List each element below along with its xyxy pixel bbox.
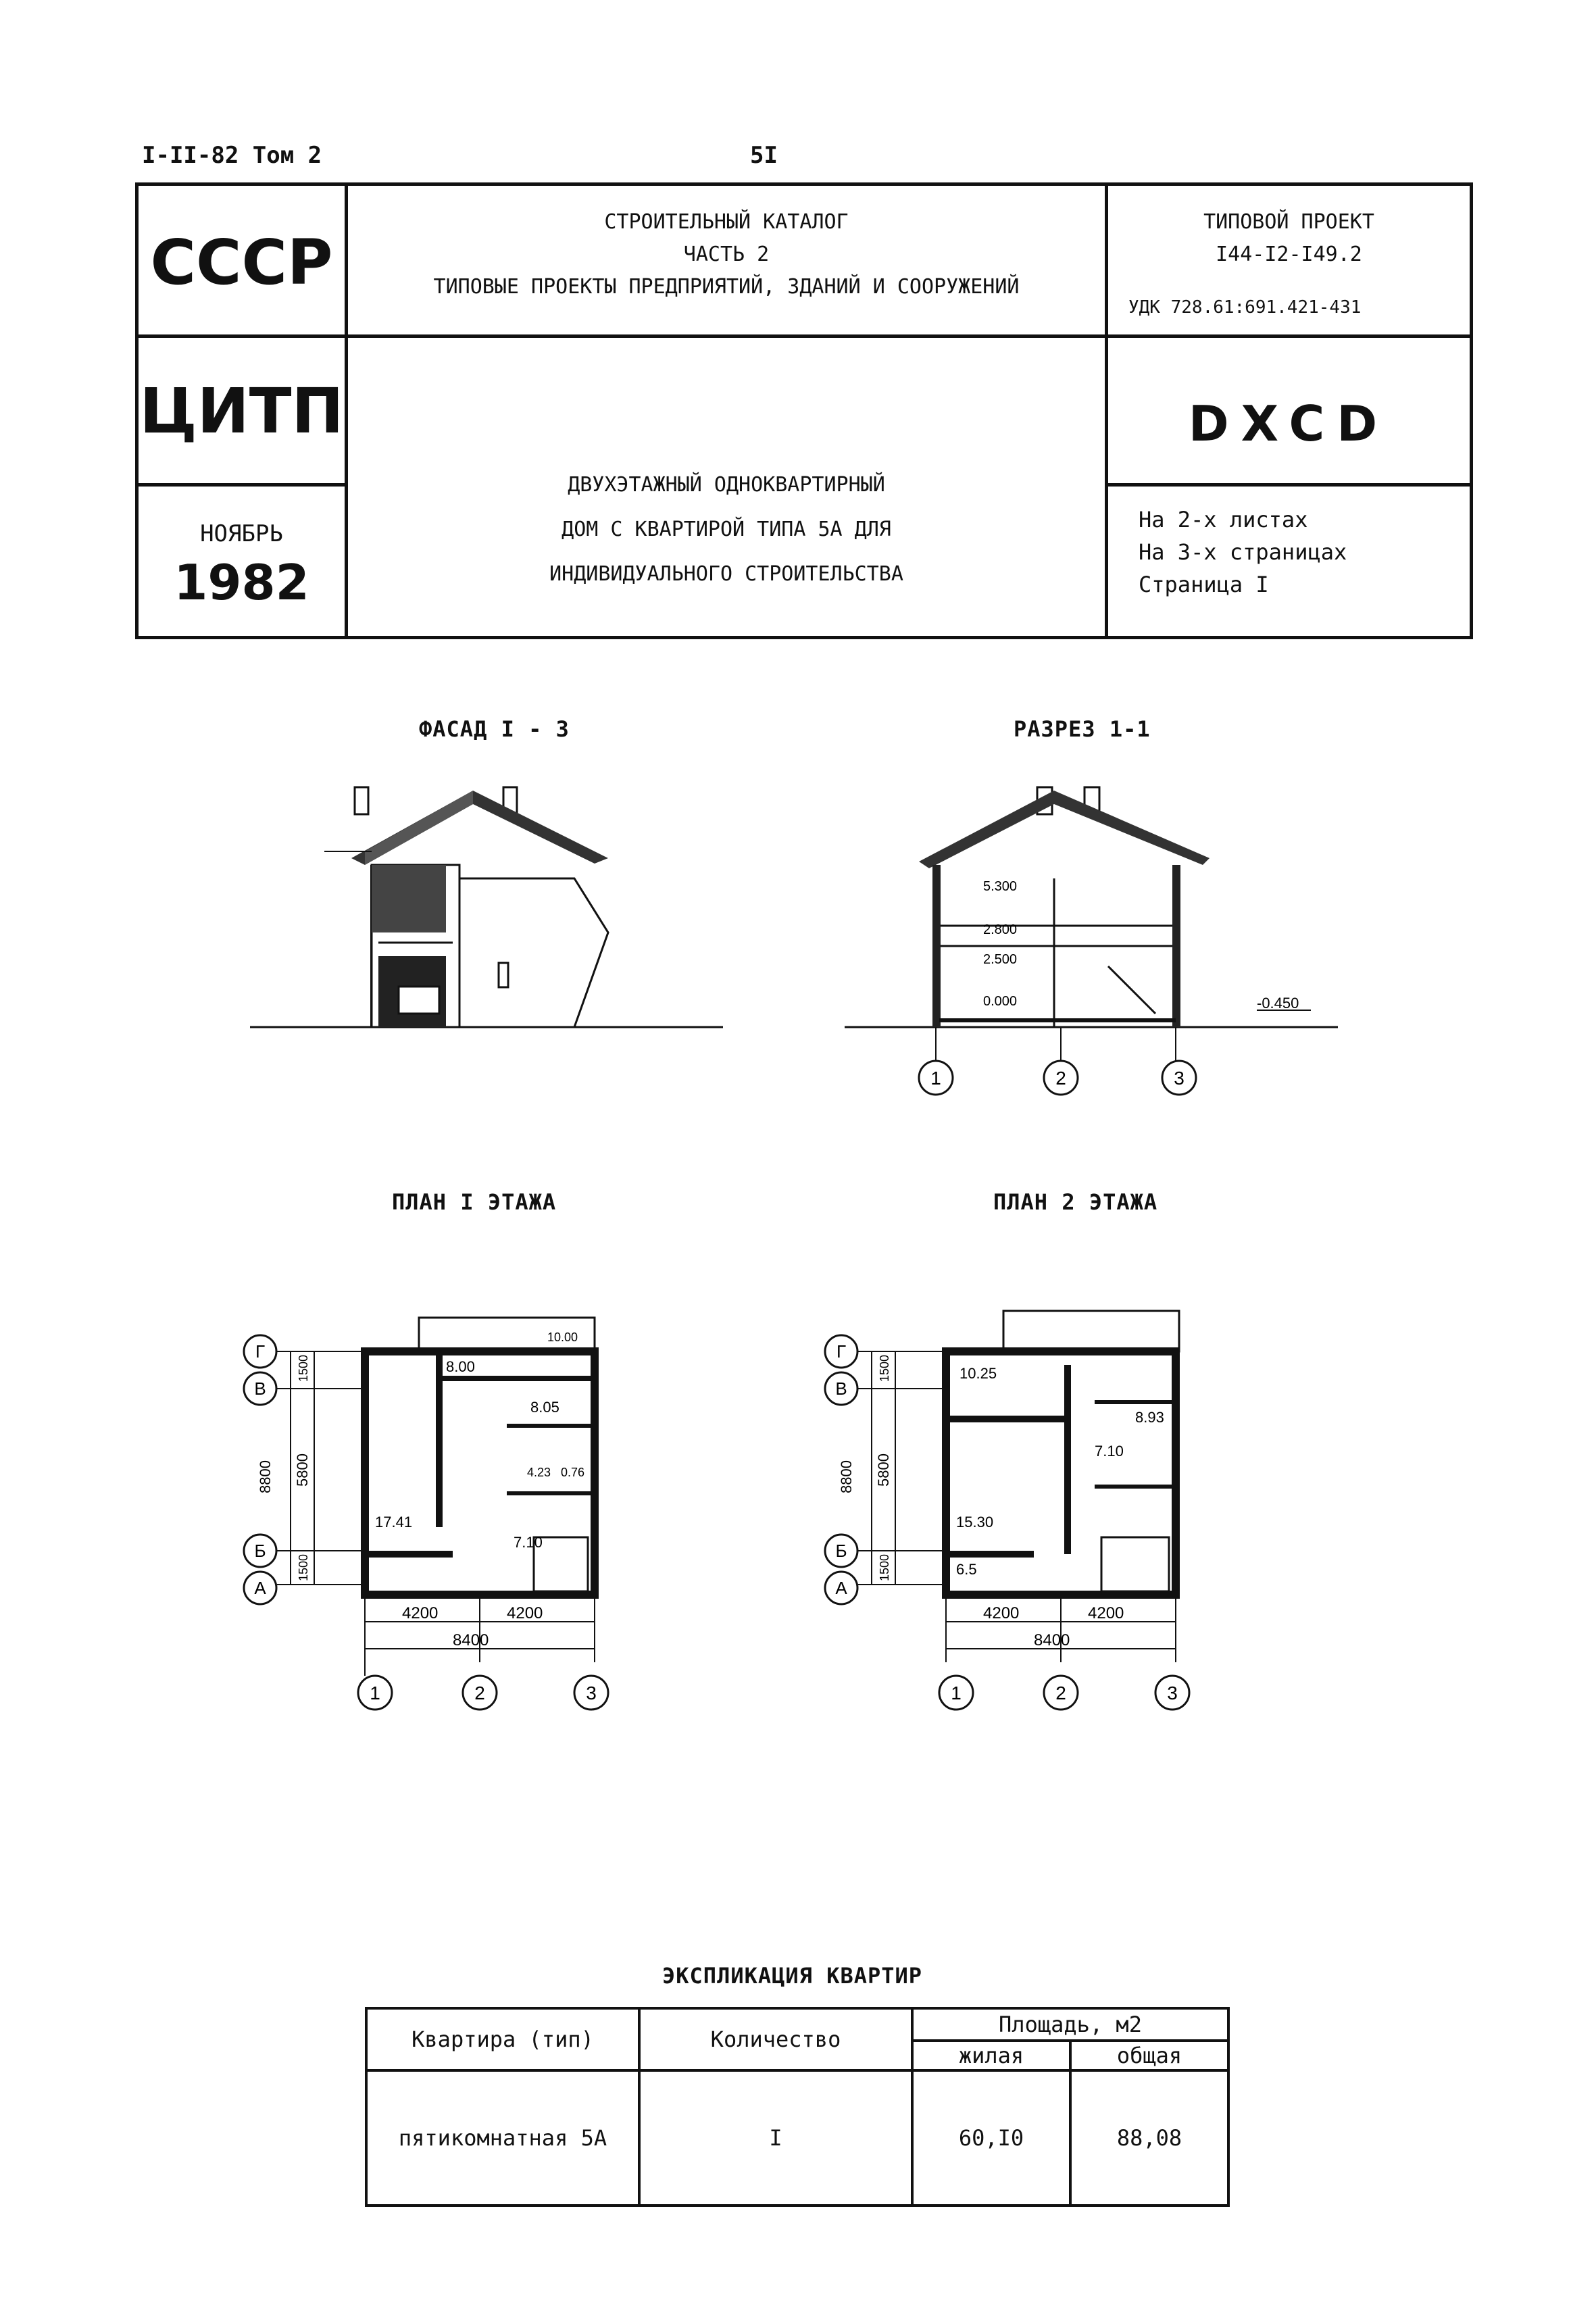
col-total-header: общая	[1070, 2041, 1228, 2070]
issue-year: 1982	[174, 554, 309, 611]
plan1-drawing	[230, 1284, 676, 1730]
mark-0000: 0.000	[983, 994, 1018, 1009]
plan1-dim-1500a: 1500	[297, 1354, 310, 1382]
plan1-dim-left: 4200	[402, 1604, 439, 1622]
room-10-00: 10.00	[547, 1330, 578, 1344]
room-8-93: 8.93	[1135, 1409, 1164, 1426]
section-drawing	[838, 777, 1351, 1122]
plan2-axis-2: 2	[1055, 1683, 1066, 1703]
plan2-row-axis-v: В	[835, 1378, 847, 1399]
issue-month: НОЯБРЬ	[200, 520, 283, 547]
mark-2500: 2.500	[983, 952, 1018, 967]
axis-2: 2	[1055, 1068, 1066, 1089]
series-label: I-II-82 Том 2	[142, 142, 322, 169]
mark-5300: 5.300	[983, 879, 1018, 894]
room-8-00: 8.00	[446, 1358, 475, 1375]
plan2-caption: ПЛАН 2 ЭТАЖА	[993, 1189, 1158, 1215]
section-caption: РАЗРЕЗ 1-1	[1014, 716, 1151, 742]
axis-1: 1	[930, 1068, 941, 1089]
plan1-dim-right: 4200	[507, 1604, 543, 1622]
plan2-dim-8800: 8800	[838, 1460, 855, 1493]
org-ussr: СССР	[150, 226, 333, 299]
plan2-dim-right: 4200	[1088, 1604, 1124, 1622]
plan2-dim-1500b: 1500	[878, 1553, 891, 1581]
plan2-drawing	[811, 1284, 1257, 1730]
room-15-30: 15.30	[956, 1514, 994, 1530]
mark-0450: -0.450	[1257, 995, 1299, 1012]
explication-title: ЭКСПЛИКАЦИЯ КВАРТИР	[662, 1963, 923, 1989]
catalog-heading: СТРОИТЕЛЬНЫЙ КАТАЛОГ ЧАСТЬ 2 ТИПОВЫЕ ПРОЕКТЫ ПРЕДПРИЯТИЙ, ЗДАНИЙ И СООРУЖЕНИЙ	[433, 210, 1020, 299]
plan2-axis-1: 1	[951, 1683, 962, 1703]
col-area-header: Площадь, м2	[912, 2008, 1228, 2041]
row-axis-g: Г	[255, 1341, 266, 1362]
plan1-dim-total: 8400	[453, 1631, 489, 1649]
plan1-axis-2: 2	[474, 1683, 485, 1703]
col-count-header: Количество	[639, 2008, 912, 2070]
room-17-41: 17.41	[375, 1514, 413, 1530]
project-label-block: ТИПОВОЙ ПРОЕКТ I44-I2-I49.2	[1203, 210, 1374, 266]
col-type-header: Квартира (тип)	[366, 2008, 639, 2070]
project-title: ДВУХЭТАЖНЫЙ ОДНОКВАРТИРНЫЙ ДОМ С КВАРТИРОЙ ТИПА 5А ДЛЯ ИНДИВИДУАЛЬНОГО СТРОИТЕЛЬСТВА	[549, 473, 903, 586]
plan1-dim-8800: 8800	[257, 1460, 274, 1493]
axis-3: 3	[1174, 1068, 1184, 1089]
row-living: 60,I0	[912, 2070, 1070, 2206]
page-number: 5I	[750, 142, 778, 169]
plan1-axis-1: 1	[370, 1683, 380, 1703]
plan2-dim-left: 4200	[983, 1604, 1020, 1622]
plan2-row-axis-a: А	[835, 1578, 847, 1598]
plan2-dim-1500a: 1500	[878, 1354, 891, 1382]
room-7-10: 7.10	[514, 1534, 543, 1551]
title-stamp	[135, 182, 1473, 639]
room-10-25: 10.25	[959, 1365, 997, 1382]
room-8-05: 8.05	[530, 1399, 559, 1416]
row-total: 88,08	[1070, 2070, 1228, 2206]
room-4-23: 4.23	[527, 1466, 551, 1479]
col-living-header: жилая	[912, 2041, 1070, 2070]
plan2-axis-3: 3	[1167, 1683, 1178, 1703]
row-axis-b: Б	[254, 1541, 266, 1561]
room-6-5: 6.5	[956, 1561, 977, 1578]
classifier-code: DXCD	[1188, 395, 1390, 452]
udk-code: УДК 728.61:691.421-431	[1128, 297, 1362, 318]
room-0-76: 0.76	[561, 1466, 585, 1479]
plan1-axis-3: 3	[586, 1683, 597, 1703]
facade-drawing	[243, 777, 743, 1047]
plan1-caption: ПЛАН I ЭТАЖА	[392, 1189, 557, 1215]
row-count: I	[639, 2070, 912, 2206]
plan2-row-axis-b: Б	[835, 1541, 847, 1561]
plan2-dim-5800: 5800	[875, 1453, 892, 1487]
mark-2800: 2.800	[983, 922, 1018, 937]
plan1-dim-5800: 5800	[294, 1453, 311, 1487]
plan1-dim-1500b: 1500	[297, 1553, 310, 1581]
plan2-row-axis-g: Г	[836, 1341, 847, 1362]
facade-caption: ФАСАД I - 3	[419, 716, 570, 742]
plan2-dim-total: 8400	[1034, 1631, 1070, 1649]
room-7-10b: 7.10	[1095, 1443, 1124, 1460]
explication-table	[365, 2007, 1230, 2207]
org-citp: ЦИТП	[139, 375, 344, 447]
row-axis-a: А	[254, 1578, 266, 1598]
sheet-count: На 2-х листах На 3-х страницах Страница I	[1139, 507, 1347, 597]
row-type: пятикомнатная 5А	[366, 2070, 639, 2206]
row-axis-v: В	[254, 1378, 266, 1399]
